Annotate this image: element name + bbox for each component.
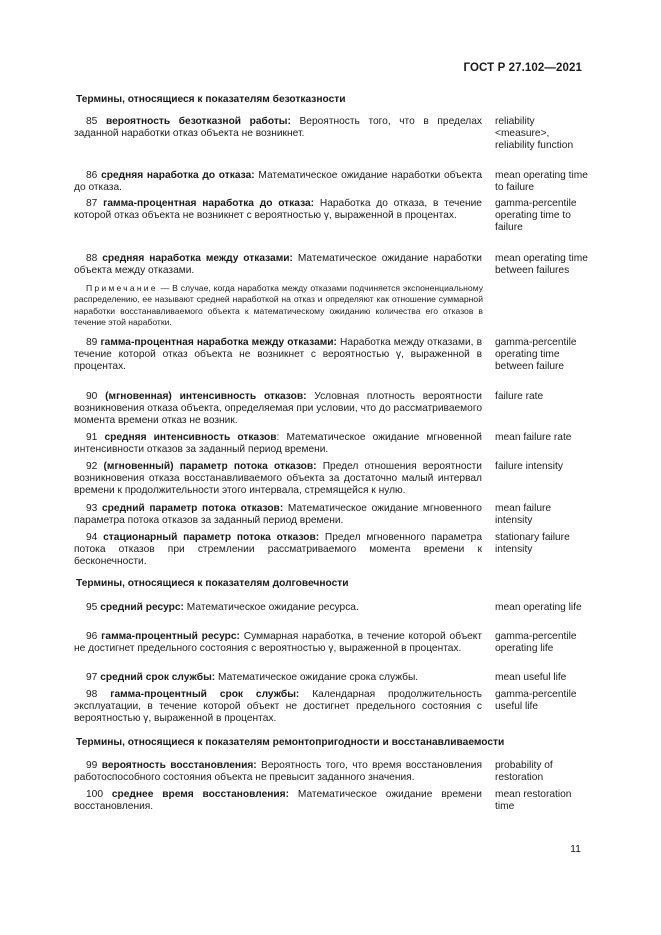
term-name: гамма-процентная наработка между отказами: <box>100 337 337 348</box>
term-body <box>74 760 482 784</box>
term-entry <box>74 503 589 527</box>
term-definition: Предел отношения вероятности возникновения отказа восстанавливаемого объекта за достаточно малый интервал времени к продолжительности этого интервала, стремящейся к нулю. <box>74 461 482 496</box>
term-body <box>74 432 482 456</box>
section-title-durability: Термины, относящиеся к показателям долговечности <box>76 578 349 589</box>
term-definition: Математическое ожидание срока службы. <box>218 672 419 683</box>
term-number: 99 <box>86 760 98 771</box>
section-title-reliability: Термины, относящиеся к показателям безотказности <box>76 94 346 105</box>
term-body <box>74 503 482 527</box>
term-english: mean useful life <box>495 672 567 683</box>
term-number: 91 <box>86 432 98 443</box>
term-number: 86 <box>86 170 98 181</box>
term-name: стационарный параметр потока отказов: <box>103 532 320 543</box>
term-entry <box>74 253 589 277</box>
term-english: gamma-percentile operating time between failure <box>495 337 577 372</box>
term-entry <box>74 689 589 725</box>
term-name: гамма-процентный срок службы: <box>110 689 300 700</box>
term-body <box>74 631 482 655</box>
term-entry <box>74 198 589 233</box>
term-definition: Математическое ожидание наработки объекта до отказа. <box>74 170 482 193</box>
term-definition: Условная плотность вероятности возникновения отказа объекта, определяемая при условии, что до рассматриваемого момента времени отказ не возник. <box>74 391 482 426</box>
term-english: mean restoration time <box>495 789 572 812</box>
term-body <box>74 337 482 373</box>
term-name: (мгновенный) параметр потока отказов: <box>103 461 317 472</box>
term-number: 89 <box>86 337 98 348</box>
term-body <box>74 391 482 427</box>
term-english: probability of restoration <box>495 760 553 783</box>
term-entry <box>74 337 589 373</box>
term-name: среднее время восстановления: <box>111 789 290 800</box>
term-body <box>74 602 482 614</box>
term-name: средний ресурс: <box>100 602 184 613</box>
term-name: средний срок службы: <box>100 672 216 683</box>
term-body <box>74 789 482 813</box>
term-number: 97 <box>86 672 98 683</box>
term-body <box>74 253 482 277</box>
term-definition: Календарная продолжительность эксплуатации, в течение которой объект не достигнет предельного состояния с вероятностью γ, выраженной в процентах. <box>74 689 482 724</box>
term-entry <box>74 602 589 614</box>
term-body <box>74 532 482 568</box>
term-entry <box>74 789 589 813</box>
term-definition: Вероятность того, что в пределах заданной наработки отказ объекта не возникнет. <box>74 116 482 139</box>
term-entry <box>74 170 589 194</box>
term-number: 94 <box>86 532 98 543</box>
term-number: 98 <box>86 689 98 700</box>
term-name: средняя интенсивность отказов <box>104 432 277 443</box>
term-english: mean operating time to failure <box>495 170 588 193</box>
term-number: 100 <box>86 789 103 800</box>
term-definition: Наработка до отказа, в течение которой отказ объекта не возникнет с вероятностью γ, выраженной в процентах. <box>74 198 482 221</box>
document-code: ГОСТ Р 27.102—2021 <box>463 62 582 74</box>
term-body <box>74 116 482 140</box>
term-entry <box>74 391 589 427</box>
term-entry <box>74 760 589 784</box>
term-name: (мгновенная) интенсивность отказов: <box>105 391 307 402</box>
term-english: gamma-percentile operating life <box>495 631 577 654</box>
term-english: failure rate <box>495 391 544 402</box>
term-english: stationary failure intensity <box>495 532 570 555</box>
term-english: failure intensity <box>495 461 563 472</box>
term-name: гамма-процентный ресурс: <box>101 631 240 642</box>
term-english: reliability <measure>, reliability function <box>495 116 574 151</box>
term-body <box>74 170 482 194</box>
term-definition: Наработка между отказами, в течение которой отказ объекта не возникнет с вероятностью γ, выраженной в процентах. <box>74 337 482 372</box>
term-definition: Математическое ожидание ресурса. <box>186 602 359 613</box>
term-english: mean operating life <box>495 602 582 613</box>
term-number: 87 <box>86 198 98 209</box>
term-definition: Математическое ожидание мгновенного параметра потока отказов за заданный период времени. <box>74 503 482 526</box>
term-body <box>74 672 482 684</box>
term-entry <box>74 631 589 655</box>
term-number: 92 <box>86 461 98 472</box>
term-english: mean failure intensity <box>495 503 552 526</box>
term-number: 88 <box>86 253 98 264</box>
term-name: вероятность безотказной работы: <box>105 116 291 127</box>
term-body <box>74 689 482 725</box>
term-number: 93 <box>86 503 98 514</box>
term-number: 96 <box>86 631 98 642</box>
term-definition: : Математическое ожидание мгновенной интенсивности отказов за заданный период времени. <box>74 432 482 455</box>
term-english: gamma-percentile operating time to failure <box>495 198 577 233</box>
page-number: 11 <box>570 843 581 855</box>
term-body <box>74 461 482 497</box>
term-entry <box>74 532 589 568</box>
section-title-maintainability: Термины, относящиеся к показателям ремонтопригодности и восстанавливаемости <box>76 737 505 748</box>
term-english: mean failure rate <box>495 432 572 443</box>
term-number: 95 <box>86 602 98 613</box>
term-body <box>74 198 482 222</box>
term-number: 90 <box>86 391 98 402</box>
term-definition: Суммарная наработка, в течение которой объект не достигнет предельного состояния с вероятностью γ, выраженной в процентах. <box>74 631 482 654</box>
term-definition: Математическое ожидание наработки объекта между отказами. <box>74 253 482 276</box>
term-definition: Вероятность того, что время восстановления работоспособного состояния объекта не превысит заданного значения. <box>74 760 482 783</box>
term-entry <box>74 461 589 497</box>
term-entry <box>74 672 589 684</box>
term-entry <box>74 116 589 151</box>
term-entry <box>74 432 589 456</box>
term-definition: Предел мгновенного параметра потока отказов при стремлении рассматриваемого момента времени к бесконечности. <box>74 532 482 567</box>
term-name: гамма-процентная наработка до отказа: <box>103 198 315 209</box>
term-name: средний параметр потока отказов: <box>102 503 284 514</box>
term-name: средняя наработка между отказами: <box>102 253 293 264</box>
note-label: Примечание <box>86 283 158 293</box>
term-name: средняя наработка до отказа: <box>101 170 255 181</box>
term-english: gamma-percentile useful life <box>495 689 577 712</box>
term-definition: Математическое ожидание времени восстановления. <box>74 789 482 812</box>
note <box>74 283 483 328</box>
term-name: вероятность восстановления: <box>101 760 257 771</box>
term-english: mean operating time between failures <box>495 253 588 276</box>
note-text: — В случае, когда наработка между отказами подчиняется экспоненциальному распределению, ее называют средней наработкой на отказ и определяют как отношение суммарной наработки восстанавливаемого объекта к математическому ожиданию количества его отказов в течение этой наработки. <box>74 283 483 327</box>
term-number: 85 <box>86 116 98 127</box>
